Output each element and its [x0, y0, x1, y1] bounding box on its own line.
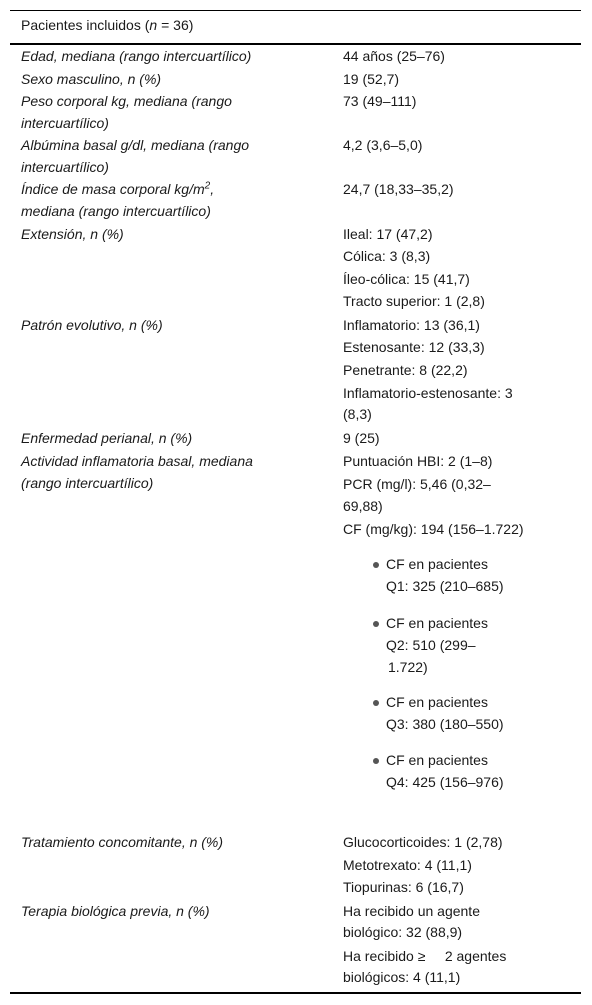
- row-value-actividad-hbi: Puntuación HBI: 2 (1–8): [343, 453, 493, 469]
- row-value-actividad-cf: CF (mg/kg): 194 (156–1.722): [343, 521, 524, 537]
- row-value-actividad-pcr-2: 69,88): [343, 498, 383, 514]
- row-value-actividad-pcr-1: PCR (mg/l): 5,46 (0,32–: [343, 476, 491, 492]
- row-value-extension-4: Tracto superior: 1 (2,8): [343, 293, 485, 309]
- table-header: [10, 11, 581, 43]
- row-value-terapia-1: Ha recibido un agente: [343, 903, 480, 919]
- row-value-edad: 44 años (25–76): [343, 48, 445, 64]
- row-label-actividad: Actividad inflamatoria basal, mediana (rango intercuartílico): [21, 453, 253, 491]
- row-value-sexo: 19 (52,7): [343, 71, 400, 87]
- row-value-perianal: 9 (25): [343, 430, 380, 446]
- table-header-rule: [10, 43, 581, 45]
- row-label-tratamiento: Tratamiento concomitante, n (%): [21, 834, 224, 850]
- row-label-edad: Edad, mediana (rango intercuartílico): [21, 48, 252, 64]
- row-value-patron-2: Estenosante: 12 (33,3): [343, 339, 485, 355]
- bullet-item-q2: CF en pacientes Q2: 510 (299–: [386, 613, 566, 656]
- row-label-peso: Peso corporal kg, mediana (rango intercuartílico): [21, 93, 232, 131]
- row-value-extension-2: Cólica: 3 (8,3): [343, 248, 431, 264]
- row-value-extension-1: Ileal: 17 (47,2): [343, 226, 433, 242]
- bullet-item-q3: CF en pacientes Q3: 380 (180–550): [386, 692, 566, 735]
- row-label-albumina: Albúmina basal g/dl, mediana (rango intercuartílico): [21, 137, 250, 175]
- bullet-dot-icon: [373, 621, 379, 627]
- row-value-tratamiento-2: Metotrexato: 4 (11,1): [343, 857, 472, 873]
- bullet-item-q2-wrap: 1.722): [388, 659, 428, 675]
- row-label-terapia: Terapia biológica previa, n (%): [21, 903, 210, 919]
- row-value-peso: 73 (49–111): [343, 93, 417, 109]
- row-label-sexo: Sexo masculino, n (%): [21, 71, 162, 87]
- row-label-perianal: Enfermedad perianal, n (%): [21, 430, 193, 446]
- bullet-dot-icon: [373, 758, 379, 764]
- header-text: Pacientes incluidos (n = 36): [21, 17, 194, 33]
- row-value-extension-3: Íleo-cólica: 15 (41,7): [343, 271, 470, 287]
- bullet-item-q4: CF en pacientes Q4: 425 (156–976): [386, 750, 566, 793]
- bullet-dot-icon: [373, 562, 379, 568]
- row-value-terapia-2: biológico: 32 (88,9): [343, 924, 463, 940]
- row-value-terapia-3: Ha recibido ≥ 2 agentes: [343, 948, 507, 964]
- row-value-tratamiento-3: Tiopurinas: 6 (16,7): [343, 879, 464, 895]
- table-bottom-rule: [10, 992, 581, 994]
- row-value-patron-1: Inflamatorio: 13 (36,1): [343, 317, 480, 333]
- row-value-imc: 24,7 (18,33–35,2): [343, 181, 454, 197]
- row-label-imc: Índice de masa corporal $kg/m^2$, mediana (rango intercuartílico): [21, 180, 215, 219]
- row-value-terapia-4: biológicos: 4 (11,1): [343, 969, 461, 985]
- bullet-dot-icon: [373, 700, 379, 706]
- row-value-patron-3: Penetrante: 8 (22,2): [343, 362, 468, 378]
- row-value-patron-5: (8,3): [343, 406, 372, 422]
- row-label-extension: Extensión, n (%): [21, 226, 124, 242]
- row-value-albumina: 4,2 (3,6–5,0): [343, 137, 423, 153]
- bullet-item-q1: CF en pacientes Q1: 325 (210–685): [386, 554, 566, 597]
- row-value-patron-4: Inflamatorio-estenosante: 3: [343, 385, 513, 401]
- row-value-tratamiento-1: Glucocorticoides: 1 (2,78): [343, 834, 503, 850]
- row-label-patron: Patrón evolutivo, n (%): [21, 317, 163, 333]
